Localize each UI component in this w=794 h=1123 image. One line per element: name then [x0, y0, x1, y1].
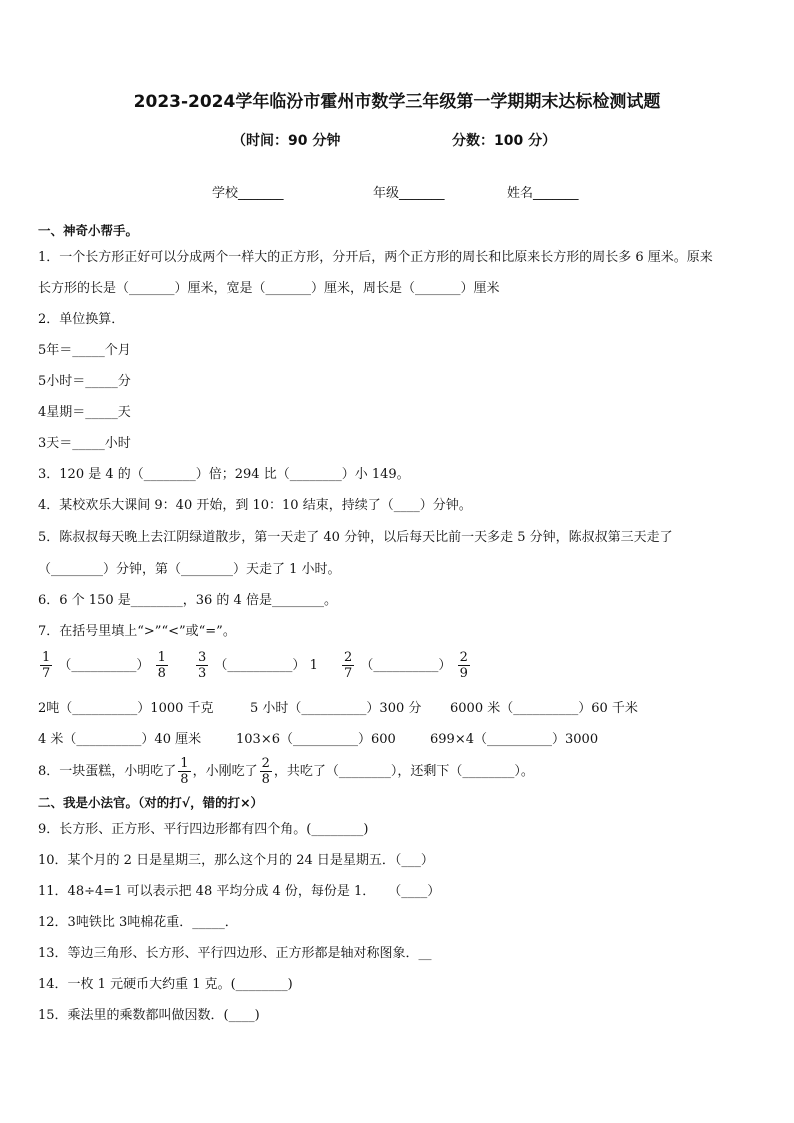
right-value: 60 千米 — [591, 701, 638, 716]
exam-time: （时间：90 分钟 — [232, 133, 341, 149]
fraction — [342, 650, 354, 681]
numerator: 2 — [261, 756, 270, 771]
denominator: 9 — [459, 666, 468, 681]
q8-text-a: 8．一块蛋糕，小明吃了 — [38, 764, 177, 779]
q3[interactable]: 3．120 是 4 的（________）倍；294 比（________）小 149。 — [38, 467, 410, 482]
q8-text-c[interactable]: ，共吃了（________），还剩下（________）。 — [273, 764, 534, 779]
denominator: 7 — [344, 666, 353, 681]
q7-stem: 7．在括号里填上“>”“<”或“=”。 — [38, 624, 236, 639]
answer-blank[interactable]: （__________） — [59, 701, 151, 716]
q7-comparison-1[interactable] — [38, 650, 170, 681]
denominator: 3 — [198, 666, 207, 681]
left-value: 6000 米 — [450, 701, 501, 716]
denominator: 8 — [157, 666, 166, 681]
q15[interactable]: 15．乘法里的乘数都叫做因数．(____) — [38, 1008, 260, 1023]
section-2-heading: 二、我是小法官。（对的打√，错的打×） — [38, 795, 264, 810]
fraction — [260, 756, 272, 787]
q2-stem: 2．单位换算． — [38, 312, 125, 327]
left-value: 5 小时 — [250, 701, 289, 716]
q1-line1: 1．一个长方形正好可以分成两个一样大的正方形，分开后，两个正方形的周长和比原来长方形的周长多 6 厘米。原来 — [38, 250, 713, 265]
q8[interactable] — [38, 754, 534, 790]
q6[interactable]: 6．6 个 150 是________，36 的 4 倍是________。 — [38, 593, 337, 608]
q7-comparison-3[interactable] — [340, 650, 472, 681]
q7-unit-row-1 — [38, 697, 758, 715]
numerator: 1 — [180, 756, 189, 771]
answer-blank[interactable]: （__________） — [279, 732, 371, 747]
q8-text-b: ，小刚吃了 — [192, 764, 258, 779]
q12[interactable]: 12．3吨铁比 3吨棉花重．_____． — [38, 915, 238, 930]
answer-blank[interactable]: （__________） — [500, 701, 592, 716]
q7-comparison-2[interactable] — [194, 650, 318, 681]
right-value: 600 — [371, 732, 396, 747]
q4[interactable]: 4．某校欢乐大课间 9：40 开始，到 10：10 结束，持续了（____）分钟。 — [38, 498, 472, 513]
q11[interactable]: 11．48÷4=1 可以表示把 48 平均分成 4 份，每份是 1． （____） — [38, 884, 441, 899]
q13[interactable]: 13．等边三角形、长方形、平行四边形、正方形都是轴对称图象．__ — [38, 946, 432, 961]
right-value: 40 厘米 — [154, 732, 202, 747]
numerator: 2 — [344, 650, 353, 665]
answer-blank[interactable]: （__________） — [473, 732, 565, 747]
name-field[interactable]: 姓名_______ — [507, 186, 579, 201]
q9[interactable]: 9．长方形、正方形、平行四边形都有四个角。(________) — [38, 822, 369, 837]
answer-blank[interactable]: （__________） — [360, 658, 452, 673]
q7-comparison-6[interactable] — [450, 697, 638, 716]
left-value: 4 米 — [38, 732, 64, 747]
q7-comparison-4[interactable] — [38, 697, 214, 716]
q2-item-b[interactable]: 5小时＝_____分 — [38, 374, 131, 389]
right-value: 3000 — [565, 732, 599, 747]
fraction — [156, 650, 168, 681]
numerator: 3 — [198, 650, 207, 665]
q7-fraction-row — [38, 650, 758, 690]
answer-blank[interactable]: （__________） — [58, 658, 150, 673]
q5-line1: 5．陈叔叔每天晚上去江阴绿道散步，第一天走了 40 分钟，以后每天比前一天多走 5 分钟，陈叔叔第三天走了 — [38, 530, 673, 545]
left-value: 103×6 — [236, 732, 280, 747]
denominator: 8 — [261, 772, 270, 787]
q7-unit-row-2 — [38, 728, 758, 746]
fraction — [178, 756, 190, 787]
answer-blank[interactable]: （__________） — [63, 732, 155, 747]
q2-item-c[interactable]: 4星期＝_____天 — [38, 405, 131, 420]
compare-value: 1 — [309, 658, 318, 673]
q10[interactable]: 10．某个月的 2 日是星期三，那么这个月的 24 日是星期五．（___） — [38, 853, 434, 868]
exam-score: 分数：100 分） — [452, 133, 557, 149]
left-value: 699×4 — [430, 732, 474, 747]
fraction — [196, 650, 208, 681]
q14[interactable]: 14．一枚 1 元硬币大约重 1 克。(________) — [38, 977, 293, 992]
denominator: 7 — [42, 666, 51, 681]
fraction — [40, 650, 52, 681]
q2-item-d[interactable]: 3天＝_____小时 — [38, 436, 131, 451]
numerator: 2 — [459, 650, 468, 665]
grade-field[interactable]: 年级_______ — [373, 186, 445, 201]
q2-item-a[interactable]: 5年＝_____个月 — [38, 343, 131, 358]
answer-blank[interactable]: （__________） — [214, 658, 306, 673]
q7-comparison-7[interactable] — [38, 728, 201, 747]
section-1-heading: 一、神奇小帮手。 — [38, 223, 139, 238]
numerator: 1 — [42, 650, 51, 665]
school-field[interactable]: 学校_______ — [212, 186, 284, 201]
q7-comparison-9[interactable] — [430, 728, 598, 747]
denominator: 8 — [180, 772, 189, 787]
right-value: 300 分 — [379, 701, 422, 716]
answer-blank[interactable]: （__________） — [288, 701, 380, 716]
right-value: 1000 千克 — [150, 701, 214, 716]
left-value: 2吨 — [38, 701, 60, 716]
numerator: 1 — [157, 650, 166, 665]
fraction — [458, 650, 470, 681]
q7-comparison-8[interactable] — [236, 728, 396, 747]
page-title: 2023-2024学年临汾市霍州市数学三年级第一学期期末达标检测试题 — [133, 92, 661, 112]
q1-line2[interactable]: 长方形的长是（_______）厘米，宽是（_______）厘米，周长是（_______）厘米 — [38, 281, 500, 296]
q7-comparison-5[interactable] — [250, 697, 421, 716]
q5-line2[interactable]: （________）分钟，第（________）天走了 1 小时。 — [38, 562, 341, 577]
